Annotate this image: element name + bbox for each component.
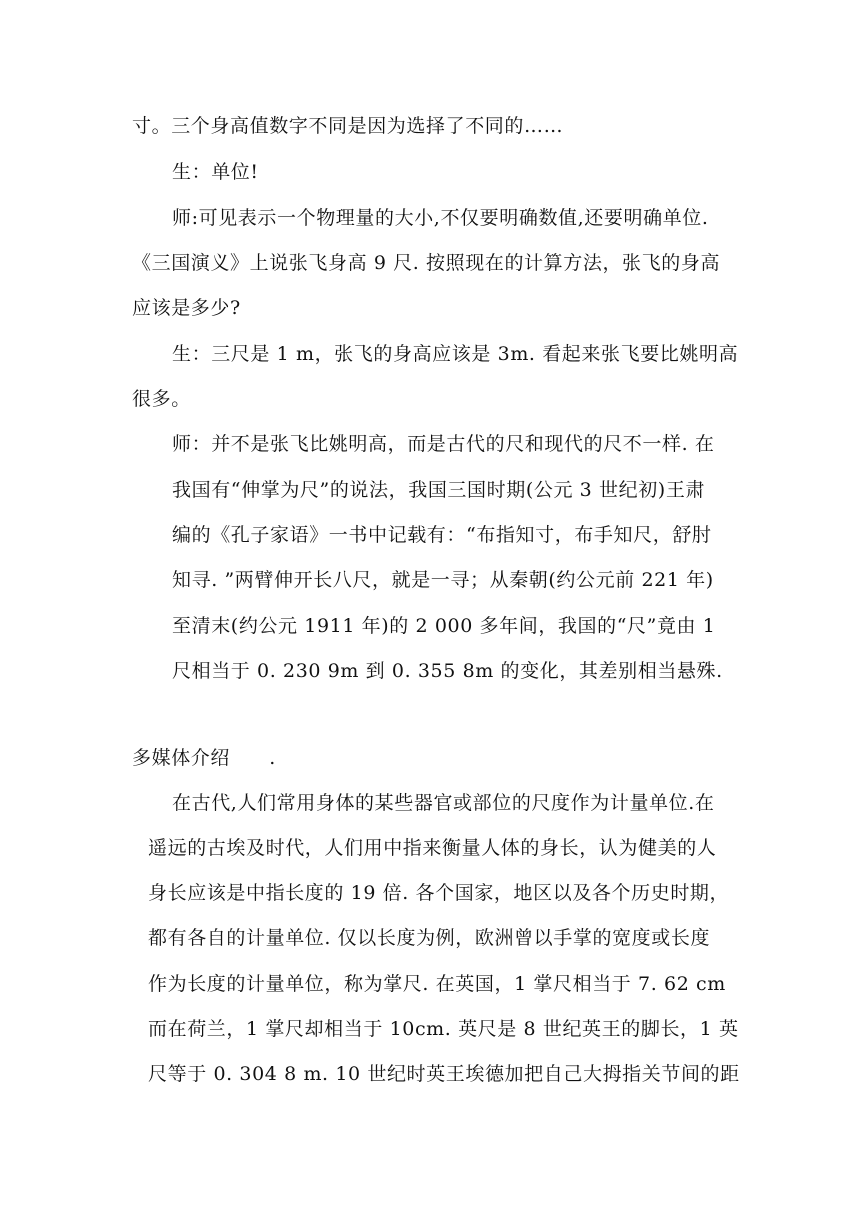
text-line: 而在荷兰，1 掌尺却相当于 10cm. 英尺是 8 世纪英王的脚长，1 英 (148, 1018, 739, 1040)
text-line: 寸。三个身高值数字不同是因为选择了不同的…… (132, 115, 564, 137)
text-line: 很多。 (132, 388, 191, 410)
teacher-line: 师：并不是张飞比姚明高，而是古代的尺和现代的尺不一样. 在 (172, 433, 715, 455)
text-line: 我国有“伸掌为尺”的说法，我国三国时期(公元 3 世纪初)王肃 (172, 479, 706, 501)
text-line: 尺等于 0. 304 8 m. 10 世纪时英王埃德加把自己大拇指关节间的距 (148, 1063, 740, 1085)
student-answer-line: 生：三尺是 1 m，张飞的身高应该是 3m. 看起来张飞要比姚明高 (172, 343, 739, 365)
text-line: 尺相当于 0. 230 9m 到 0. 355 8m 的变化，其差别相当悬殊. (172, 660, 723, 682)
teacher-line: 师:可见表示一个物理量的大小,不仅要明确数值,还要明确单位. (172, 207, 709, 229)
text-line: 作为长度的计量单位，称为掌尺. 在英国，1 掌尺相当于 7. 62 cm (148, 973, 726, 995)
paragraph-start-line: 在古代,人们常用身体的某些器官或部位的尺度作为计量单位.在 (172, 792, 715, 814)
text-line: 知寻. ”两臂伸开长八尺，就是一寻；从秦朝(约公元前 221 年) (172, 569, 714, 591)
section-heading: 多媒体介绍 . (132, 747, 276, 769)
text-line: 都有各自的计量单位. 仅以长度为例，欧洲曾以手掌的宽度或长度 (148, 927, 711, 949)
text-line: 身长应该是中指长度的 19 倍. 各个国家，地区以及各个历史时期， (148, 882, 730, 904)
text-line: 《三国演义》上说张飞身高 9 尺. 按照现在的计算方法，张飞的身高 (132, 252, 721, 274)
text-line: 应该是多少? (132, 297, 241, 319)
text-line: 遥远的古埃及时代，人们用中指来衡量人体的身长，认为健美的人 (148, 837, 717, 859)
student-answer-line: 生：单位! (172, 161, 259, 183)
text-line: 编的《孔子家语》一书中记载有：“布指知寸，布手知尺，舒肘 (172, 524, 712, 546)
text-line: 至清末(约公元 1911 年)的 2 000 多年间，我国的“尺”竟由 1 (172, 615, 716, 637)
